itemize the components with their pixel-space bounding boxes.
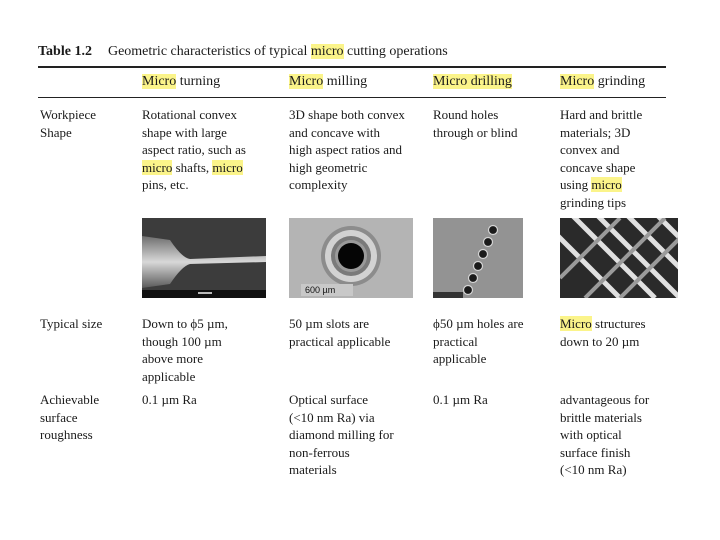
column-header-text: grinding: [594, 74, 646, 89]
table-top-rule: [38, 66, 666, 68]
table-number: Table 1.2: [38, 44, 92, 59]
table-caption: [38, 44, 448, 60]
cell-line: 3D shape both convex: [289, 107, 405, 122]
cell-drilling-shape: [433, 106, 518, 141]
row-label-line: roughness: [40, 427, 93, 442]
table-header-rule: [38, 97, 666, 98]
cell-line: Hard and brittle: [560, 107, 643, 122]
cell-line: ϕ50 µm holes are: [433, 316, 524, 331]
cell-line: advantageous for: [560, 392, 650, 407]
cell-line: above more: [142, 351, 204, 366]
column-header-micro-milling: [289, 74, 367, 90]
cell-line: Optical surface: [289, 392, 369, 407]
column-header-micro-grinding: [560, 74, 645, 90]
row-label-line: Achievable: [40, 392, 100, 407]
column-header-micro-turning: [142, 74, 220, 90]
cell-line: 0.1 µm Ra: [433, 392, 488, 407]
highlighted-term: Micro: [560, 316, 592, 331]
cell-line: Down to ϕ5 µm,: [142, 316, 228, 331]
cell-line: (<10 nm Ra) via: [289, 409, 375, 425]
cell-turning-shape: [142, 106, 246, 194]
column-header-text: milling: [323, 74, 368, 89]
cell-line: through or blind: [433, 124, 518, 140]
row-label-line: Typical size: [40, 316, 103, 331]
cell-line: and concave with: [289, 124, 380, 140]
caption-text-post: cutting operations: [343, 44, 448, 59]
cell-line: Rotational convex: [142, 107, 237, 122]
cell-line: practical: [433, 333, 478, 349]
highlighted-term: micro: [591, 177, 622, 192]
row-label-line: surface: [40, 409, 78, 425]
cell-line: with optical: [560, 427, 622, 442]
cell-line: shape with large: [142, 124, 227, 140]
cell-line: diamond milling for: [289, 427, 394, 442]
row-label-workpiece-shape: [40, 106, 96, 141]
column-header-micro-drilling: [433, 74, 512, 90]
cell-line: materials: [289, 462, 337, 477]
cell-line: applicable: [142, 368, 196, 384]
micro-turning-image: [142, 218, 266, 298]
cell-line: micro shafts, micro: [142, 159, 243, 175]
cell-line: high aspect ratios and: [289, 142, 402, 157]
cell-grinding-shape: [560, 106, 642, 211]
micro-grinding-image: [560, 218, 678, 298]
scale-bar-label: 600 µm: [305, 285, 336, 295]
cell-line: concave shape: [560, 159, 636, 175]
row-label-line: Shape: [40, 124, 72, 140]
cell-grinding-size: [560, 315, 646, 350]
cell-line: using micro: [560, 177, 622, 192]
cell-line: 50 µm slots are: [289, 316, 370, 331]
cell-line: Micro structures: [560, 316, 646, 331]
cell-line: 0.1 µm Ra: [142, 392, 197, 407]
cell-line: practical applicable: [289, 333, 391, 349]
cell-line: surface finish: [560, 444, 631, 460]
highlighted-term: micro: [142, 159, 173, 175]
row-label-achievable-roughness: [40, 391, 99, 444]
cell-line: complexity: [289, 177, 348, 192]
cell-line: Round holes: [433, 107, 499, 122]
cell-drilling-size: [433, 315, 524, 368]
column-header-highlight: Micro: [142, 74, 177, 89]
cell-line: though 100 µm: [142, 333, 222, 349]
cell-turning-roughness: [142, 391, 197, 409]
micro-drilling-image: [433, 218, 523, 298]
cell-line: aspect ratio, such as: [142, 142, 246, 157]
caption-highlight: micro: [310, 44, 344, 59]
cell-line: grinding tips: [560, 194, 627, 210]
caption-text-pre: Geometric characteristics of typical: [107, 44, 311, 59]
cell-turning-size: [142, 315, 228, 385]
column-header-highlight: Micro: [289, 74, 324, 89]
cell-line: applicable: [433, 351, 487, 366]
row-label-line: Workpiece: [40, 107, 96, 122]
cell-line: high geometric: [289, 159, 368, 175]
cell-grinding-roughness: [560, 391, 649, 479]
cell-line: pins, etc.: [142, 177, 189, 192]
cell-line: convex and: [560, 142, 620, 157]
column-header-highlight: Micro: [560, 74, 595, 89]
column-header-text: turning: [176, 74, 221, 89]
cell-line: down to 20 µm: [560, 333, 640, 349]
row-label-typical-size: [40, 315, 102, 333]
column-header-highlight: Micro drilling: [433, 74, 512, 89]
cell-line: materials; 3D: [560, 124, 631, 140]
highlighted-term: micro: [212, 159, 243, 175]
cell-milling-roughness: [289, 391, 394, 479]
cell-drilling-roughness: [433, 391, 488, 409]
cell-milling-size: [289, 315, 390, 350]
cell-milling-shape: [289, 106, 405, 194]
cell-line: non-ferrous: [289, 444, 350, 460]
cell-line: brittle materials: [560, 409, 642, 425]
cell-line: (<10 nm Ra): [560, 462, 627, 477]
